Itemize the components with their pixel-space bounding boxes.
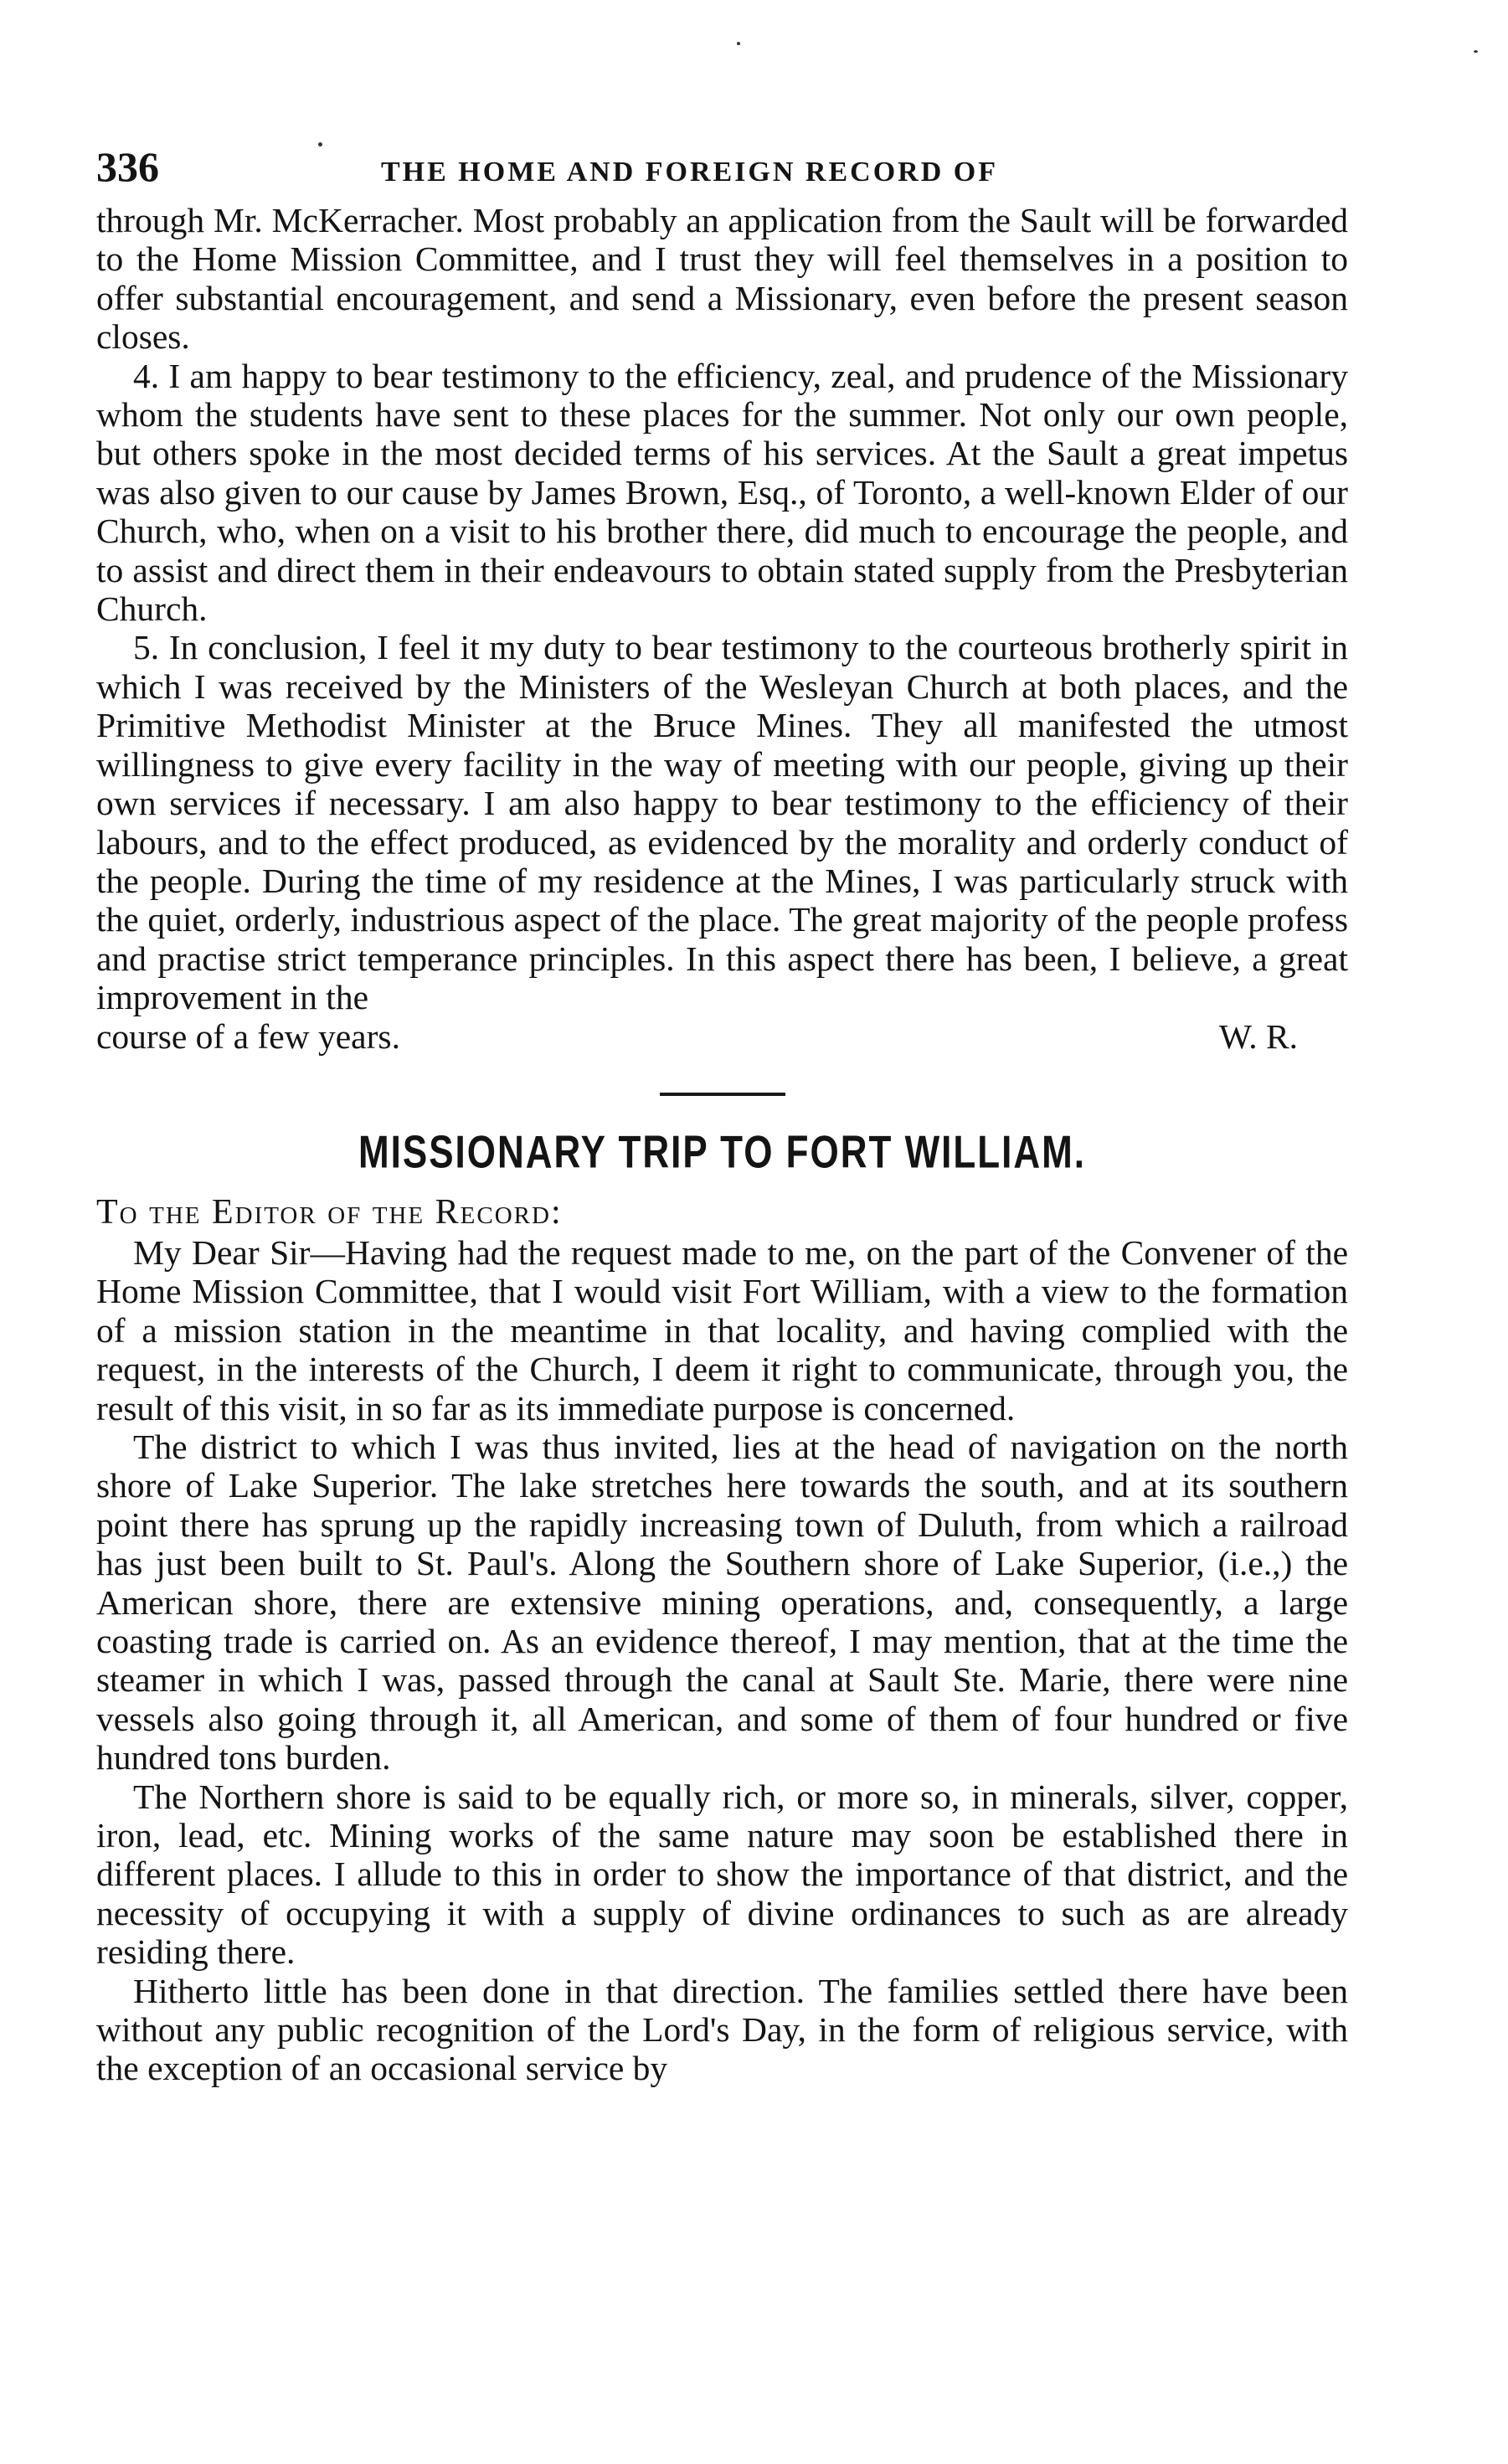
article-title: MISSIONARY TRIP TO FORT WILLIAM. [358,1126,1087,1178]
paragraph-point-5: 5. In conclusion, I feel it my duty to bear testimony to the courteous brotherly spirit in which I was received by the Ministers of the Wesleyan Church at both places, and the Primitive Methodist Minister at the Bruce Mines. They all manifested the utmost willingness to give every facility in the way of meeting with our people, giving up their own services if necessary. I am also happy to bear testimony to the efficiency of their labours, and to the effect produced, as evidenced by the morality and orderly conduct of the people. During the time of my residence at the Mines, I was particularly struck with the quiet, orderly, industrious aspect of the place. The great majority of the people profess and practise strict temperance principles. In this aspect there has been, I believe, a great improvement in the [96,628,1348,1017]
paragraph-continuation: through Mr. McKerracher. Most probably an application from the Sault will be forwarded to the Home Mission Committee, and I trust they will feel themselves in a position to offer substantial encouragement, and send a Missionary, even before the present season closes. [96,201,1348,357]
article-paragraph: Hitherto little has been done in that direction. The families settled there have been without any public recognition of the Lord's Day, in the form of religious service, with the exception of an occasional service by [96,1971,1348,2088]
closing-text: course of a few years. [96,1016,400,1056]
article-paragraph: The Northern shore is said to be equally rich, or more so, in minerals, silver, copper, iron, lead, etc. Mining works of the same nature may soon be established there in different places. I allude to this in order to show the importance of that district, and the necessity of occupying it with a supply of divine ordinances to such as are already residing there. [96,1777,1348,1972]
print-speck [1474,50,1478,53]
running-head [96,142,1348,201]
section-divider [660,1093,785,1096]
signature: W. R. [1218,1016,1298,1056]
print-speck [737,42,740,45]
paragraph-point-4: 4. I am happy to bear testimony to the efficiency, zeal, and prudence of the Missionary whom the students have sent to these places for the summer. Not only our own people, but others spoke in the most decided terms of his services. At the Sault a great impetus was also given to our cause by James Brown, Esq., of Toronto, a well-known Elder of our Church, who, when on a visit to his brother there, did much to encourage the people, and to assist and direct them in their endeavours to obtain stated supply from the Presbyterian Church. [96,356,1348,629]
article-paragraph: The district to which I was thus invited, lies at the head of navigation on the north shore of Lake Superior. The lake stretches here towards the south, and at its southern point there has sprung up the rapidly increasing town of Duluth, from which a railroad has just been built to St. Paul's. Along the Southern shore of Lake Superior, (i.e.,) the American shore, there are extensive mining operations, and, consequently, a large coasting trade is carried on. As an evidence thereof, I may mention, that at the time the steamer in which I was, passed through the canal at Sault Ste. Marie, there were nine vessels also going through it, all American, and some of them of four hundred or five hundred tons burden. [96,1427,1348,1777]
salutation: To the Editor of the Record: [96,1192,563,1232]
running-title: THE HOME AND FOREIGN RECORD OF [381,157,998,188]
article-paragraph: My Dear Sir—Having had the request made to me, on the part of the Convener of the Home Mission Committee, that I would visit Fort William, with a view to the formation of a mission station in the meantime in that locality, and having complied with the request, in the interests of the Church, I deem it right to communicate, through you, the result of this visit, in so far as its immediate purpose is concerned. [96,1232,1348,1427]
closing-line [96,1017,1348,1056]
page [96,142,1348,2088]
page-number: 336 [96,143,159,190]
